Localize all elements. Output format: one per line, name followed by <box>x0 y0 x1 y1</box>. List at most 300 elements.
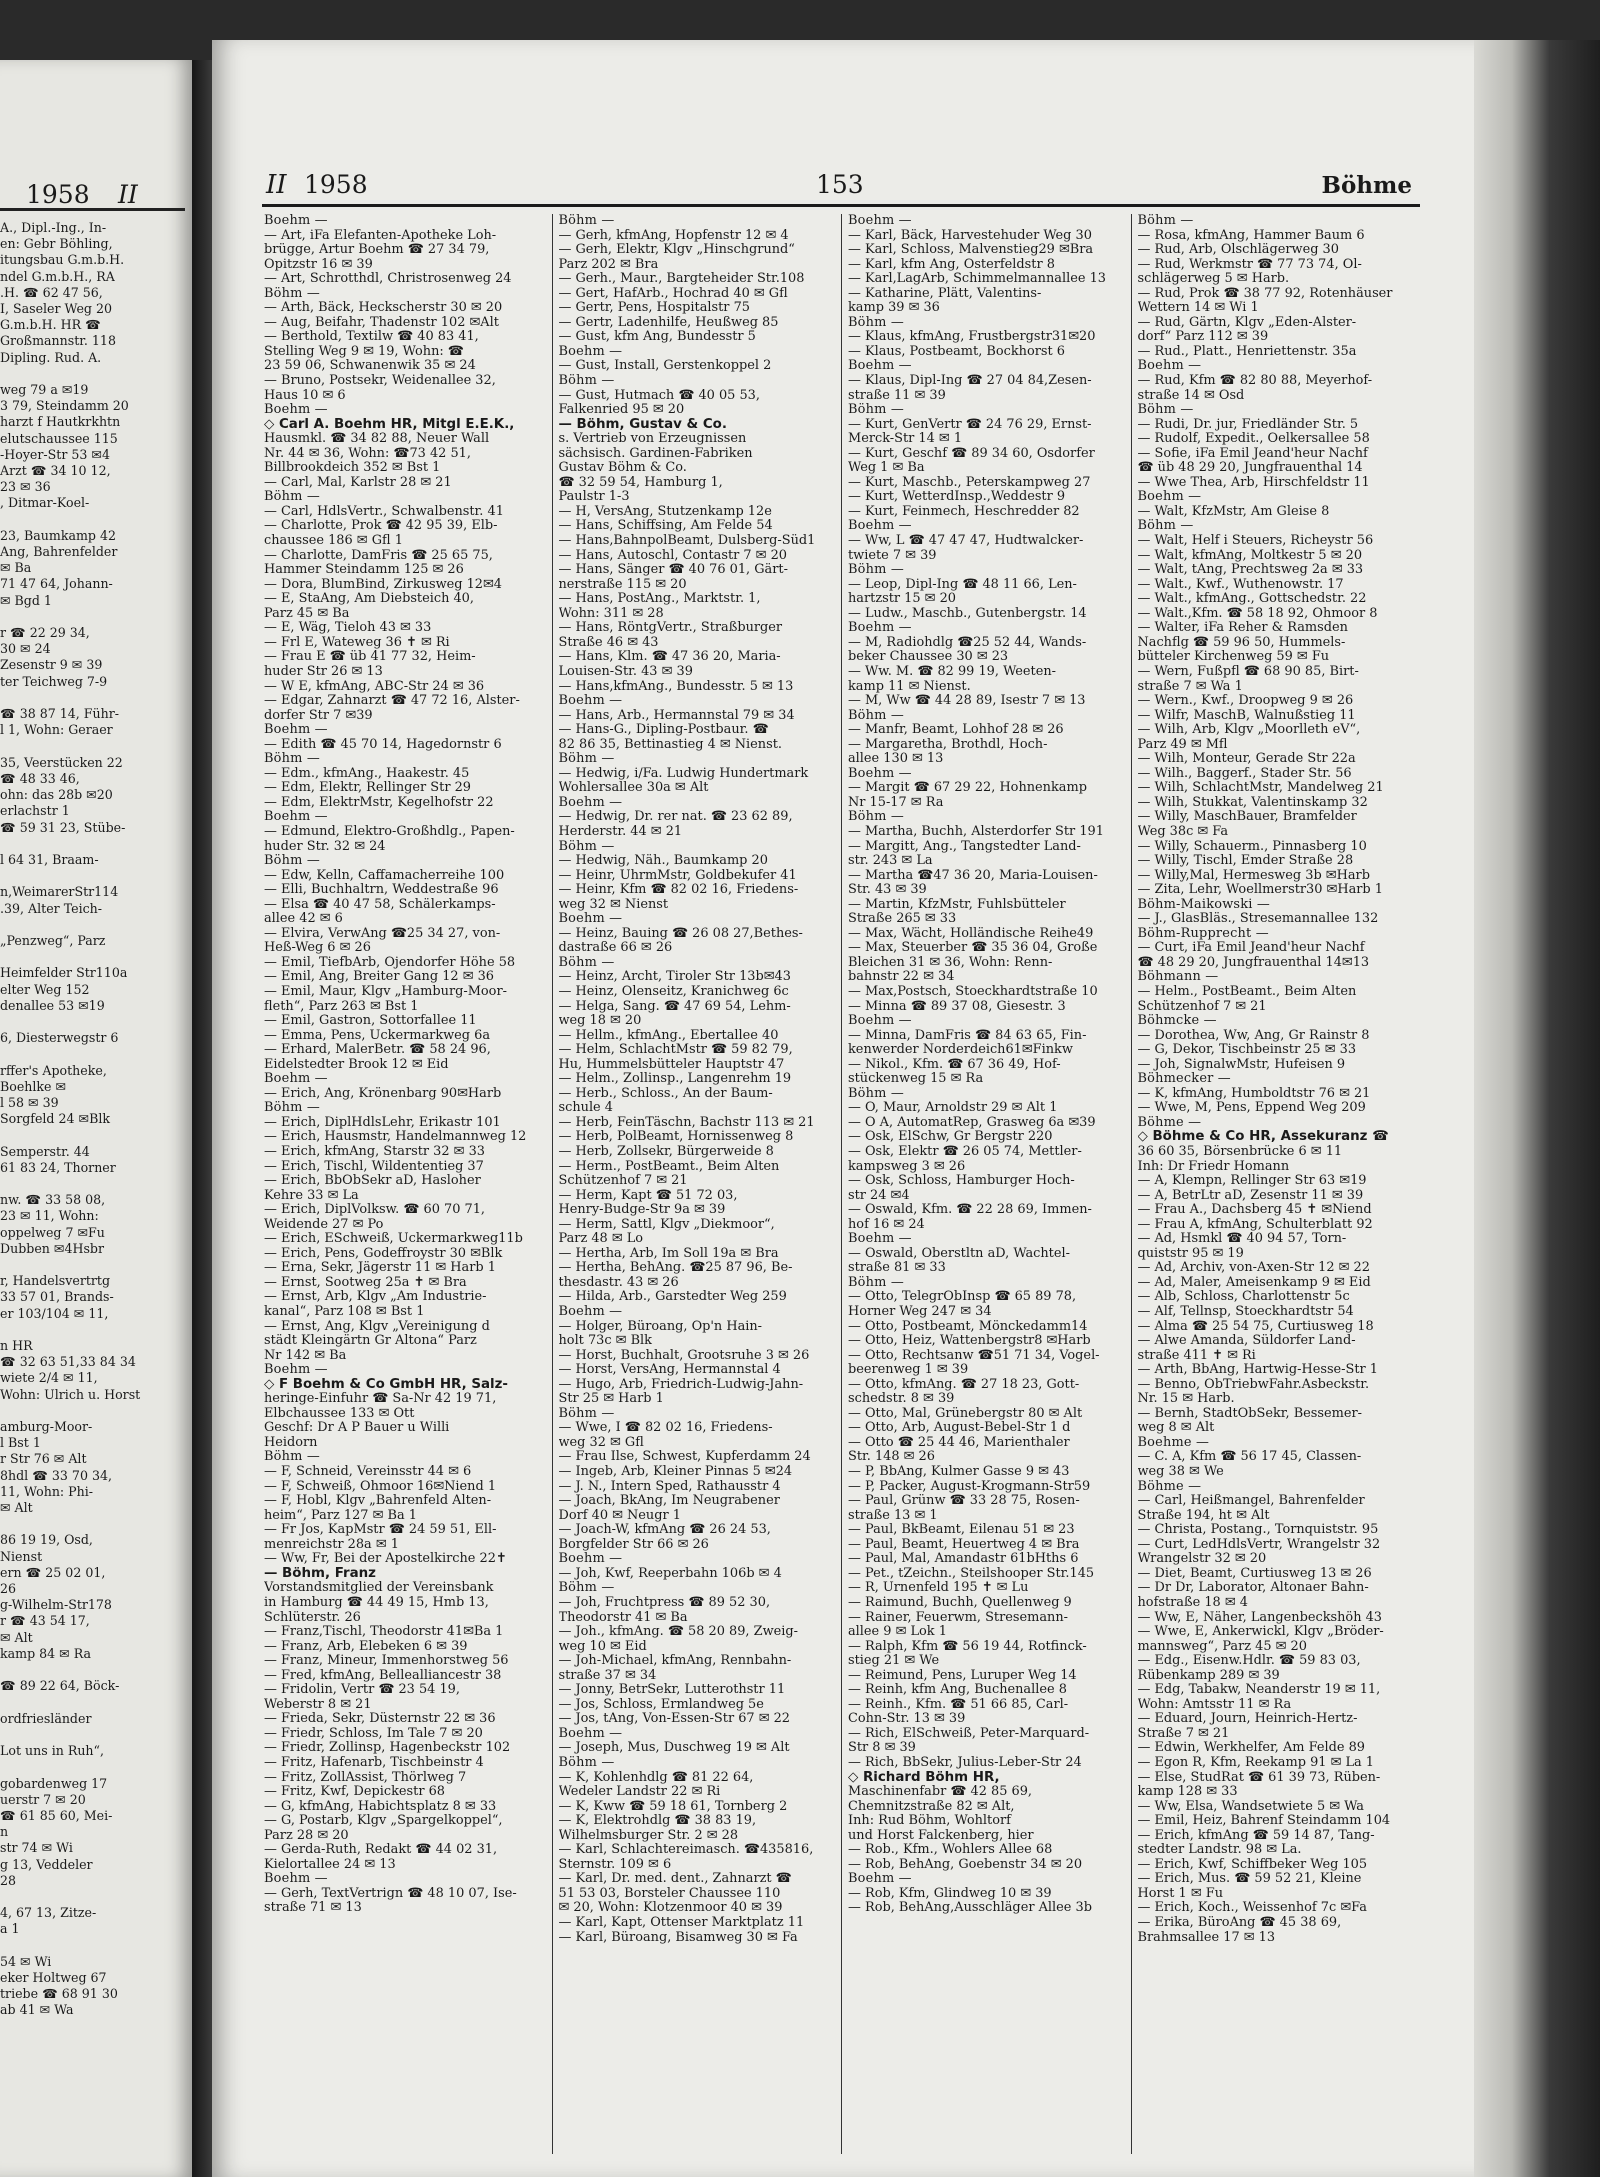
directory-entry: — Herm., PostBeamt., Beim Alten <box>558 1159 780 1174</box>
directory-entry: — Alf, Tellnsp, Stoeckhardtstr 54 <box>1137 1305 1354 1320</box>
directory-entry: — Hans, Klm. ☎ 47 36 20, Maria- <box>558 650 781 665</box>
left-text-line: ✉ Bgd 1 <box>0 592 52 608</box>
directory-entry: holt 73c ✉ Blk <box>558 1334 652 1349</box>
directory-entry: — Wern., Kwf., Droopweg 9 ✉ 26 <box>1137 694 1354 709</box>
directory-entry: — Gust, Hutmach ☎ 40 05 53, <box>558 388 760 403</box>
left-text-line <box>0 1322 186 1338</box>
directory-entry: — Hans, PostAng., Marktstr. 1, <box>558 592 761 607</box>
directory-entry: — Berthold, Textilw ☎ 40 83 41, <box>264 330 479 345</box>
directory-entry: — Joh., kfmAng. ☎ 58 20 89, Zweig- <box>558 1625 798 1640</box>
left-text-line <box>0 1889 186 1905</box>
directory-entry: — Egon R, Kfm, Reekamp 91 ✉ La 1 <box>1137 1755 1375 1770</box>
directory-entry: — Herm, Kapt ☎ 51 72 03, <box>558 1188 738 1203</box>
directory-entry: 23 59 06, Schwanenwik 35 ✉ 24 <box>264 359 476 374</box>
directory-entry: — M, Radiohdlg ☎25 52 44, Wands- <box>848 635 1087 650</box>
left-text-line: er 103/104 ✉ 11, <box>0 1305 109 1321</box>
directory-entry: — Edgar, Zahnarzt ☎ 47 72 16, Alster- <box>264 694 520 709</box>
directory-entry: Horner Weg 247 ✉ 34 <box>848 1305 992 1320</box>
directory-entry: hofstraße 18 ✉ 4 <box>1137 1595 1248 1610</box>
directory-entry: — Hans, Sänger ☎ 40 76 01, Gärt- <box>558 563 788 578</box>
directory-entry: — Gerh, Elektr, Klgv „Hinschgrund“ <box>558 243 795 258</box>
left-text-line: Heimfelder Str110a <box>0 965 128 981</box>
directory-entry: — Art, iFa Elefanten-Apotheke Loh- <box>264 228 497 243</box>
directory-entry: thesdastr. 43 ✉ 26 <box>558 1275 679 1290</box>
directory-entry: — Alwe Amanda, Süldorfer Land- <box>1137 1334 1356 1349</box>
directory-column-1 <box>262 214 552 2154</box>
directory-entry: — Helm., Zollinsp., Langenrehm 19 <box>558 1072 792 1087</box>
directory-entry: straße 7 ✉ Wa 1 <box>1137 679 1243 694</box>
left-text-line: I, Saseler Weg 20 <box>0 301 112 317</box>
directory-entry: hof 16 ✉ 24 <box>848 1217 925 1232</box>
left-text-line: 6, Diesterwegstr 6 <box>0 1030 119 1046</box>
surname-heading: Boehme — <box>1137 1435 1210 1450</box>
left-text-line: erlachstr 1 <box>0 803 70 819</box>
directory-entry: kamp 11 ✉ Nienst. <box>848 679 971 694</box>
directory-entry: Paulstr 1-3 <box>558 490 630 505</box>
directory-entry: — Edg, Tabakw, Neanderstr 19 ✉ 11, <box>1137 1683 1381 1698</box>
directory-entry: — Walt, Helf i Steuers, Richeystr 56 <box>1137 534 1374 549</box>
directory-entry: — Herm, Sattl, Klgv „Diekmoor“, <box>558 1217 775 1232</box>
surname-heading: Böhme — <box>1137 1479 1202 1494</box>
left-text-line: ☎ 48 33 46, <box>0 770 80 786</box>
directory-entry: — Walt., Kwf., Wuthenowstr. 17 <box>1137 577 1344 592</box>
directory-entry: — Erna, Sekr, Jägerstr 11 ✉ Harb 1 <box>264 1261 496 1276</box>
directory-entry: — Frau A, kfmAng, Schulterblatt 92 <box>1137 1217 1373 1232</box>
directory-entry: — Erich, DiplHdlsLehr, Erikastr 101 <box>264 1115 501 1130</box>
left-text-line: 8hdl ☎ 33 70 34, <box>0 1467 112 1483</box>
directory-entry: straße 71 ✉ 13 <box>264 1901 362 1916</box>
left-text-line: ✉ Alt <box>0 1629 33 1645</box>
directory-entry: — Franz, Arb, Elebeken 6 ✉ 39 <box>264 1639 468 1654</box>
directory-entry: Geschf: Dr A P Bauer u Willi <box>264 1421 450 1436</box>
directory-entry: nerstraße 115 ✉ 20 <box>558 577 687 592</box>
directory-entry: — Ingeb, Arb, Kleiner Pinnas 5 ✉24 <box>558 1465 793 1480</box>
left-page-text <box>0 220 186 2019</box>
directory-entry: — Erich, DiplVolksw. ☎ 60 70 71, <box>264 1203 486 1218</box>
directory-entry: — Hans, Arb., Hermannstal 79 ✉ 34 <box>558 708 795 723</box>
directory-entry: — Otto, Rechtsanw ☎51 71 34, Vogel- <box>848 1348 1100 1363</box>
directory-entry: — Sofie, iFa Emil Jeand'heur Nachf <box>1137 446 1368 461</box>
directory-entry: — Ww, E, Näher, Langenbeckshöh 43 <box>1137 1610 1382 1625</box>
left-text-line: 26 <box>0 1581 17 1597</box>
directory-entry: — G, Dekor, Tischbeinstr 25 ✉ 33 <box>1137 1043 1357 1058</box>
directory-entry: — Helga, Sang. ☎ 47 69 54, Lehm- <box>558 999 791 1014</box>
directory-entry: — K, Kohlenhdlg ☎ 81 22 64, <box>558 1770 754 1785</box>
directory-entry: — Hertha, Arb, Im Soll 19a ✉ Bra <box>558 1246 779 1261</box>
directory-entry: kampsweg 3 ✉ 26 <box>848 1159 966 1174</box>
surname-heading: Böhm-Rupprecht — <box>1137 926 1269 941</box>
left-text-line: amburg-Moor- <box>0 1419 93 1435</box>
left-text-line: ☎ 38 87 14, Führ- <box>0 706 120 722</box>
left-text-line: 33 57 01, Brands- <box>0 1289 114 1305</box>
left-text-line <box>0 1046 186 1062</box>
directory-entry: — Emil, TiefbArb, Ojendorfer Höhe 58 <box>264 955 516 970</box>
directory-entry: — Emil, Ang, Breiter Gang 12 ✉ 36 <box>264 970 495 985</box>
directory-entry: — Rob., Kfm., Wohlers Allee 68 <box>848 1843 1053 1858</box>
directory-entry: quiststr 95 ✉ 19 <box>1137 1246 1244 1261</box>
directory-entry: — Aug, Beifahr, Thadenstr 102 ✉Alt <box>264 315 499 330</box>
left-text-line: Großmannstr. 118 <box>0 333 116 349</box>
directory-entry: ☎ üb 48 29 20, Jungfrauenthal 14 <box>1137 461 1363 476</box>
left-text-line: ☎ 89 22 64, Böck- <box>0 1678 120 1694</box>
firm-entry: ◇ F Boehm & Co GmbH HR, Salz- <box>264 1377 508 1392</box>
directory-entry: Inh: Rud Böhm, Wohltorf <box>848 1814 1011 1829</box>
directory-entry: — Martin, KfzMstr, Fuhlsbütteler <box>848 897 1066 912</box>
directory-entry: ✉ 20, Wohn: Klotzenmoor 40 ✉ 39 <box>558 1901 783 1916</box>
directory-entry: — Erika, BüroAng ☎ 45 38 69, <box>1137 1915 1342 1930</box>
directory-entry: Vorstandsmitglied der Vereinsbank <box>264 1581 494 1596</box>
directory-entry: — Carl, HdlsVertr., Schwalbenstr. 41 <box>264 504 504 519</box>
directory-entry: — Christa, Postang., Tornquiststr. 95 <box>1137 1523 1379 1538</box>
directory-entry: — Edmund, Elektro-Großhdlg., Papen- <box>264 824 515 839</box>
directory-entry: — Charlotte, Prok ☎ 42 95 39, Elb- <box>264 519 498 534</box>
directory-entry: — P, BbAng, Kulmer Gasse 9 ✉ 43 <box>848 1465 1070 1480</box>
directory-entry: — Paul, Beamt, Heuertweg 4 ✉ Bra <box>848 1537 1080 1552</box>
directory-entry: — Heinz, Bauing ☎ 26 08 27,Bethes- <box>558 926 803 941</box>
directory-entry: städt Kleingärtn Gr Altona“ Parz <box>264 1334 477 1349</box>
directory-entry: Bleichen 31 ✉ 36, Wohn: Renn- <box>848 955 1053 970</box>
directory-entry: — Kurt, Feinmech, Heschredder 82 <box>848 504 1080 519</box>
directory-entry: — Gert, HafArb., Hochrad 40 ✉ Gfl <box>558 286 788 301</box>
left-text-line: 11, Wohn: Phi- <box>0 1483 94 1499</box>
left-text-line: ndel G.m.b.H., RA <box>0 268 115 284</box>
left-text-line: ✉ Ba <box>0 560 32 576</box>
directory-entry: — Reimund, Pens, Luruper Weg 14 <box>848 1668 1077 1683</box>
surname-heading: Böhm — <box>558 1406 615 1421</box>
directory-entry: — Emil, Gastron, Sottorfallee 11 <box>264 1014 477 1029</box>
directory-entry: — Rudi, Dr. jur, Friedländer Str. 5 <box>1137 417 1359 432</box>
directory-entry: — Carl, Mal, Karlstr 28 ✉ 21 <box>264 475 452 490</box>
directory-entry: — Rosa, kfmAng, Hammer Baum 6 <box>1137 228 1365 243</box>
left-text-line <box>0 1176 186 1192</box>
page-number: 153 <box>816 170 864 199</box>
directory-entry: — Otto, Postbeamt, Mönckedamm14 <box>848 1319 1088 1334</box>
left-text-line: l 64 31, Braam- <box>0 851 99 867</box>
directory-entry: — Gertr, Ladenhilfe, Heußweg 85 <box>558 315 779 330</box>
left-text-line: ohn: das 28b ✉20 <box>0 787 113 803</box>
surname-heading: Böhm — <box>558 839 615 854</box>
directory-entry: — J., GlasBläs., Stresemannallee 132 <box>1137 912 1379 927</box>
left-text-line: 4, 67 13, Zitze- <box>0 1905 97 1921</box>
left-text-line: Lot uns in Ruh“, <box>0 1743 104 1759</box>
directory-entry: — Joseph, Mus, Duschweg 19 ✉ Alt <box>558 1741 790 1756</box>
directory-entry: Nr 142 ✉ Ba <box>264 1348 347 1363</box>
left-text-line: 23, Baumkamp 42 <box>0 527 117 543</box>
left-text-line <box>0 1694 186 1710</box>
left-text-line <box>0 1257 186 1273</box>
directory-entry: — Erich, Ang, Krönenbarg 90✉Harb <box>264 1086 502 1101</box>
directory-entry: — Oswald, Oberstltn aD, Wachtel- <box>848 1246 1070 1261</box>
surname-heading: Böhm — <box>264 286 320 301</box>
directory-entry: — O A, AutomatRep, Grasweg 6a ✉39 <box>848 1115 1096 1130</box>
directory-entry: — Joach, BkAng, Im Neugrabener <box>558 1494 780 1509</box>
directory-entry: Theodorstr 41 ✉ Ba <box>558 1610 688 1625</box>
directory-entry: — Heinz, Archt, Tiroler Str 13b✉43 <box>558 970 791 985</box>
directory-entry: — Klaus, Postbeamt, Bockhorst 6 <box>848 344 1065 359</box>
surname-heading: Böhm — <box>848 563 904 578</box>
directory-entry: — Emil, Maur, Klgv „Hamburg-Moor- <box>264 984 507 999</box>
firm-entry: ◇ Böhme & Co HR, Assekuranz ☎ <box>1137 1130 1389 1145</box>
directory-entry: — Art, Schrotthdl, Christrosenweg 24 <box>264 272 512 287</box>
directory-entry: — Alb, Schloss, Charlottenstr 5c <box>1137 1290 1350 1305</box>
directory-entry: Cohn-Str. 13 ✉ 39 <box>848 1712 966 1727</box>
directory-entry: — Rud, Prok ☎ 38 77 92, Rotenhäuser <box>1137 286 1393 301</box>
directory-entry: — C. A, Kfm ☎ 56 17 45, Classen- <box>1137 1450 1362 1465</box>
directory-entry: — Arth, Bäck, Heckscherstr 30 ✉ 20 <box>264 301 503 316</box>
directory-entry: — Paul, BkBeamt, Eilenau 51 ✉ 23 <box>848 1523 1075 1538</box>
directory-entry: — Hans,kfmAng., Bundesstr. 5 ✉ 13 <box>558 679 794 694</box>
directory-entry: dorfer Str 7 ✉39 <box>264 708 373 723</box>
directory-entry: — Alma ☎ 25 54 75, Curtiusweg 18 <box>1137 1319 1374 1334</box>
directory-entry: Weidende 27 ✉ Po <box>264 1217 384 1232</box>
directory-entry: — Fridolin, Vertr ☎ 23 54 19, <box>264 1683 460 1698</box>
directory-entry: Weg 1 ✉ Ba <box>848 461 925 476</box>
directory-entry: — Ww, L ☎ 47 47 47, Hudtwalcker- <box>848 534 1084 549</box>
surname-heading: Boehm — <box>848 359 912 374</box>
directory-entry: schule 4 <box>558 1101 613 1116</box>
directory-entry: Nr 15-17 ✉ Ra <box>848 795 944 810</box>
page-header <box>260 170 1420 206</box>
surname-heading: Böhm — <box>848 810 904 825</box>
directory-entry: stieg 21 ✉ We <box>848 1654 940 1669</box>
left-text-line: 35, Veerstücken 22 <box>0 754 123 770</box>
surname-heading: Boehm — <box>558 344 623 359</box>
directory-entry: — Wwe Thea, Arb, Hirschfeldstr 11 <box>1137 475 1370 490</box>
surname-heading: Böhmcke — <box>1137 1014 1217 1029</box>
directory-entry: Schützenhof 7 ✉ 21 <box>558 1174 688 1189</box>
directory-entry: — Gust, Install, Gerstenkoppel 2 <box>558 359 772 374</box>
left-text-line: Ang, Bahrenfelder <box>0 544 118 560</box>
surname-heading: Böhme — <box>1137 1115 1202 1130</box>
directory-entry: — Hans,BahnpolBeamt, Dulsberg-Süd1 <box>558 534 816 549</box>
directory-entry: hartzstr 15 ✉ 20 <box>848 592 956 607</box>
surname-heading: Boehm — <box>848 1232 912 1247</box>
directory-entry: weg 18 ✉ 20 <box>558 1014 642 1029</box>
directory-entry: s. Vertrieb von Erzeugnissen <box>558 432 747 447</box>
left-text-line: „Penzweg“, Parz <box>0 932 106 948</box>
directory-entry: Dorf 40 ✉ Neugr 1 <box>558 1508 681 1523</box>
directory-entry: — Horst, Buchhalt, Grootsruhe 3 ✉ 26 <box>558 1348 810 1363</box>
surname-heading: Boehm — <box>558 1305 623 1320</box>
directory-entry: — Walt., kfmAng., Gottschedstr. 22 <box>1137 592 1367 607</box>
directory-entry: 82 86 35, Bettinastieg 4 ✉ Nienst. <box>558 737 782 752</box>
directory-entry: — Wilh, Stukkat, Valentinskamp 32 <box>1137 795 1368 810</box>
directory-entry: Parz 45 ✉ Ba <box>264 606 350 621</box>
directory-entry: — Else, StudRat ☎ 61 39 73, Rüben- <box>1137 1770 1381 1785</box>
left-header-rule <box>0 208 185 211</box>
left-text-line: -Hoyer-Str 53 ✉4 <box>0 446 110 462</box>
directory-entry: — M, Ww ☎ 44 28 89, Isestr 7 ✉ 13 <box>848 694 1086 709</box>
directory-entry: Wohn: Amtsstr 11 ✉ Ra <box>1137 1697 1292 1712</box>
directory-entry: — Willy, MaschBauer, Bramfelder <box>1137 810 1357 825</box>
left-text-line <box>0 836 186 852</box>
directory-entry: — Edm, ElektrMstr, Kegelhofstr 22 <box>264 795 494 810</box>
directory-entry: twiete 7 ✉ 39 <box>848 548 937 563</box>
surname-heading: Böhm — <box>558 374 615 389</box>
directory-entry: — Hans, Autoschl, Contastr 7 ✉ 20 <box>558 548 787 563</box>
surname-heading: Boehm — <box>558 912 623 927</box>
left-text-line <box>0 1759 186 1775</box>
directory-entry: — Edw, Kelln, Caffamacherreihe 100 <box>264 868 505 883</box>
header-volume: II <box>266 170 287 200</box>
directory-entry: — Otto, kfmAng. ☎ 27 18 23, Gott- <box>848 1377 1080 1392</box>
directory-entry: — Wilh., Baggerf., Stader Str. 56 <box>1137 766 1352 781</box>
directory-entry: — Edm, Elektr, Rellinger Str 29 <box>264 781 471 796</box>
left-text-line: n <box>0 1824 9 1840</box>
directory-entry: — Hellm., kfmAng., Ebertallee 40 <box>558 1028 779 1043</box>
directory-entry: Hausmkl. ☎ 34 82 88, Neuer Wall <box>264 432 490 447</box>
directory-entry: str 24 ✉4 <box>848 1188 910 1203</box>
left-header-volume: II <box>118 180 138 209</box>
directory-entry: — Paul, Mal, Amandastr 61bHths 6 <box>848 1552 1079 1567</box>
left-text-line: 71 47 64, Johann- <box>0 576 113 592</box>
directory-entry: Weberstr 8 ✉ 21 <box>264 1697 372 1712</box>
surname-heading: Böhm — <box>848 1275 904 1290</box>
surname-heading: Boehm — <box>264 810 328 825</box>
directory-entry: — Otto, Arb, August-Bebel-Str 1 d <box>848 1421 1071 1436</box>
surname-heading: Böhm — <box>264 490 320 505</box>
directory-entry: allee 130 ✉ 13 <box>848 752 944 767</box>
directory-entry: — Herb, FeinTäschn, Bachstr 113 ✉ 21 <box>558 1115 815 1130</box>
directory-entry: 36 60 35, Börsenbrücke 6 ✉ 11 <box>1137 1145 1343 1159</box>
directory-column-3 <box>841 214 1131 2154</box>
surname-heading: Boehm — <box>264 1363 328 1378</box>
directory-entry: — Edg., Eisenw.Hdlr. ☎ 59 83 03, <box>1137 1654 1361 1669</box>
firm-entry: — Böhm, Gustav & Co. <box>558 417 727 432</box>
left-text-line: elutschaussee 115 <box>0 430 118 446</box>
directory-entry: — K, Kww ☎ 59 18 61, Tornberg 2 <box>558 1799 788 1814</box>
directory-entry: — F, Schneid, Vereinsstr 44 ✉ 6 <box>264 1465 472 1480</box>
left-text-line <box>0 949 186 965</box>
directory-entry: chaussee 186 ✉ Gfl 1 <box>264 534 403 549</box>
directory-entry: — Manfr, Beamt, Lohhof 28 ✉ 26 <box>848 723 1064 738</box>
directory-entry: straße 11 ✉ 39 <box>848 388 946 403</box>
directory-entry: — Erhard, MalerBetr. ☎ 58 24 96, <box>264 1043 491 1058</box>
directory-entry: — Nikol., Kfm. ☎ 67 36 49, Hof- <box>848 1057 1061 1072</box>
left-text-line: 61 83 24, Thorner <box>0 1159 116 1175</box>
directory-entry: — Walt, tAng, Prechtsweg 2a ✉ 33 <box>1137 563 1364 578</box>
left-text-line: 3 79, Steindamm 20 <box>0 398 129 414</box>
directory-entry: — Erich, Koch., Weissenhof 7c ✉Fa <box>1137 1901 1367 1916</box>
directory-entry: — Rud, Kfm ☎ 82 80 88, Meyerhof- <box>1137 374 1373 389</box>
directory-entry: Straße 46 ✉ 43 <box>558 635 659 650</box>
directory-entry: Wilhelmsburger Str. 2 ✉ 28 <box>558 1828 739 1843</box>
surname-heading: Boehm — <box>848 1872 912 1887</box>
surname-heading: Böhm — <box>264 1450 320 1465</box>
directory-entry: — Karl, kfm Ang, Osterfeldstr 8 <box>848 257 1055 272</box>
directory-entry: — A, BetrLtr aD, Zesenstr 11 ✉ 39 <box>1137 1188 1364 1203</box>
surname-heading: Boehm — <box>848 621 912 636</box>
directory-entry: — Karl, Schlachtereimasch. ☎435816, <box>558 1843 814 1858</box>
directory-entry: — E, StaAng, Am Diebsteich 40, <box>264 592 474 607</box>
left-text-line: ☎ 59 31 23, Stübe- <box>0 819 126 835</box>
directory-entry: Str 25 ✉ Harb 1 <box>558 1392 664 1407</box>
directory-entry: straße 14 ✉ Osd <box>1137 388 1245 403</box>
directory-entry: — Paul, Grünw ☎ 33 28 75, Rosen- <box>848 1494 1080 1509</box>
header-rule <box>262 204 1420 207</box>
directory-entry: — Wilh, SchlachtMstr, Mandelweg 21 <box>1137 781 1384 796</box>
directory-entry: — Erich, ESchweiß, Uckermarkweg11b <box>264 1232 523 1247</box>
directory-entry: Heß-Weg 6 ✉ 26 <box>264 941 371 956</box>
surname-heading: Böhm — <box>558 955 615 970</box>
directory-entry: in Hamburg ☎ 44 49 15, Hmb 13, <box>264 1595 489 1610</box>
directory-entry: Wrangelstr 32 ✉ 20 <box>1137 1552 1267 1567</box>
left-text-line: nw. ☎ 33 58 08, <box>0 1192 106 1208</box>
directory-entry: — Benno, ObTriebwFahr.Asbeckstr. <box>1137 1377 1370 1392</box>
directory-entry: — Ww, Fr, Bei der Apostelkirche 22✝ <box>264 1552 507 1567</box>
directory-entry: — Helm., PostBeamt., Beim Alten <box>1137 984 1357 999</box>
directory-entry: — Hilda, Arb., Garstedter Weg 259 <box>558 1290 787 1305</box>
directory-entry: — Gust, kfm Ang, Bundesstr 5 <box>558 330 756 345</box>
directory-entry: — Martha, Buchh, Alsterdorfer Str 191 <box>848 824 1104 839</box>
directory-entry: — H, VersAng, Stutzenkamp 12e <box>558 504 772 519</box>
directory-entry: — Osk, ElSchw, Gr Bergstr 220 <box>848 1130 1053 1145</box>
left-text-line: gobardenweg 17 <box>0 1775 108 1791</box>
directory-entry: — Friedr, Schloss, Im Tale 7 ✉ 20 <box>264 1726 483 1741</box>
left-text-line: .H. ☎ 62 47 56, <box>0 284 103 300</box>
surname-heading: Böhm — <box>848 1086 904 1101</box>
left-text-line: 54 ✉ Wi <box>0 1953 52 1969</box>
directory-entry: — Ernst, Ang, Klgv „Vereinigung d <box>264 1319 490 1334</box>
directory-entry: — Kurt, Geschf ☎ 89 34 60, Osdorfer <box>848 446 1095 461</box>
left-text-line: Zesenstr 9 ✉ 39 <box>0 657 103 673</box>
surname-heading: Böhmecker — <box>1137 1072 1231 1087</box>
firm-entry: ◇ Richard Böhm HR, <box>848 1770 1000 1785</box>
directory-entry: — Edwin, Werkhelfer, Am Felde 89 <box>1137 1741 1365 1756</box>
directory-entry: — Wilh, Monteur, Gerade Str 22a <box>1137 752 1356 767</box>
directory-entry: — Gertr, Pens, Hospitalstr 75 <box>558 301 750 316</box>
directory-entry: — Rainer, Feuerwm, Stresemann- <box>848 1610 1068 1625</box>
left-text-line: weg 79 a ✉19 <box>0 382 89 398</box>
directory-entry: — K, Elektrohdlg ☎ 38 83 19, <box>558 1814 757 1829</box>
header-year: 1958 <box>304 170 368 199</box>
left-text-line: ☎ 32 63 51,33 84 34 <box>0 1354 136 1370</box>
directory-entry: — Ernst, Arb, Klgv „Am Industrie- <box>264 1290 487 1305</box>
directory-entry: — Frl E, Wateweg 36 ✝ ✉ Ri <box>264 635 450 650</box>
directory-entry: heim“, Parz 127 ✉ Ba 1 <box>264 1508 417 1523</box>
directory-entry: — Hedwig, Näh., Baumkamp 20 <box>558 854 768 869</box>
directory-entry: — Jos, tAng, Von-Essen-Str 67 ✉ 22 <box>558 1712 791 1727</box>
directory-entry: — Erich, Kwf, Schiffbeker Weg 105 <box>1137 1857 1368 1872</box>
directory-entry: — Hedwig, i/Fa. Ludwig Hundertmark <box>558 766 809 781</box>
directory-entry: — Heinz, Olenseitz, Kranichweg 6c <box>558 984 789 999</box>
directory-entry: — O, Maur, Arnoldstr 29 ✉ Alt 1 <box>848 1101 1058 1116</box>
directory-entry: — Wilh, Arb, Klgv „Moorlleth eV“, <box>1137 723 1361 738</box>
directory-entry: — Klaus, kfmAng, Frustbergstr31✉20 <box>848 330 1096 345</box>
directory-entry: kamp 39 ✉ 36 <box>848 301 940 316</box>
directory-entry: — Karl, Bäck, Harvestehuder Weg 30 <box>848 228 1092 243</box>
directory-entry: — Fritz, Hafenarb, Tischbeinstr 4 <box>264 1755 484 1770</box>
directory-entry: — Karl, Büroang, Bisamweg 30 ✉ Fa <box>558 1930 798 1945</box>
directory-entry: — Diet, Beamt, Curtiusweg 13 ✉ 26 <box>1137 1566 1372 1581</box>
left-text-line <box>0 1127 186 1143</box>
directory-entry: bütteler Kirchenweg 59 ✉ Fu <box>1137 650 1330 665</box>
left-text-line: ☎ 61 85 60, Mei- <box>0 1807 113 1823</box>
directory-entry: straße 37 ✉ 34 <box>558 1668 657 1683</box>
directory-entry: — Elli, Buchhaltrn, Weddestraße 96 <box>264 883 499 898</box>
directory-entry: — Joh, SignalwMstr, Hufeisen 9 <box>1137 1057 1346 1072</box>
directory-entry: — Reinh., Kfm. ☎ 51 66 85, Carl- <box>848 1697 1069 1712</box>
surname-heading: Böhm-Maikowski — <box>1137 897 1270 912</box>
left-text-line <box>0 917 186 933</box>
left-text-line: .39, Alter Teich- <box>0 900 103 916</box>
directory-entry: Str. 148 ✉ 26 <box>848 1450 935 1465</box>
left-text-line: A., Dipl.-Ing., In- <box>0 220 107 235</box>
directory-entry: — Erich, BbObSekr aD, Hasloher <box>264 1174 481 1189</box>
directory-entry: — Herb., Schloss., An der Baum- <box>558 1086 773 1101</box>
directory-entry: — Kurt, WetterdInsp.,Weddestr 9 <box>848 490 1066 505</box>
directory-entry: — Leop, Dipl-Ing ☎ 48 11 66, Len- <box>848 577 1077 592</box>
